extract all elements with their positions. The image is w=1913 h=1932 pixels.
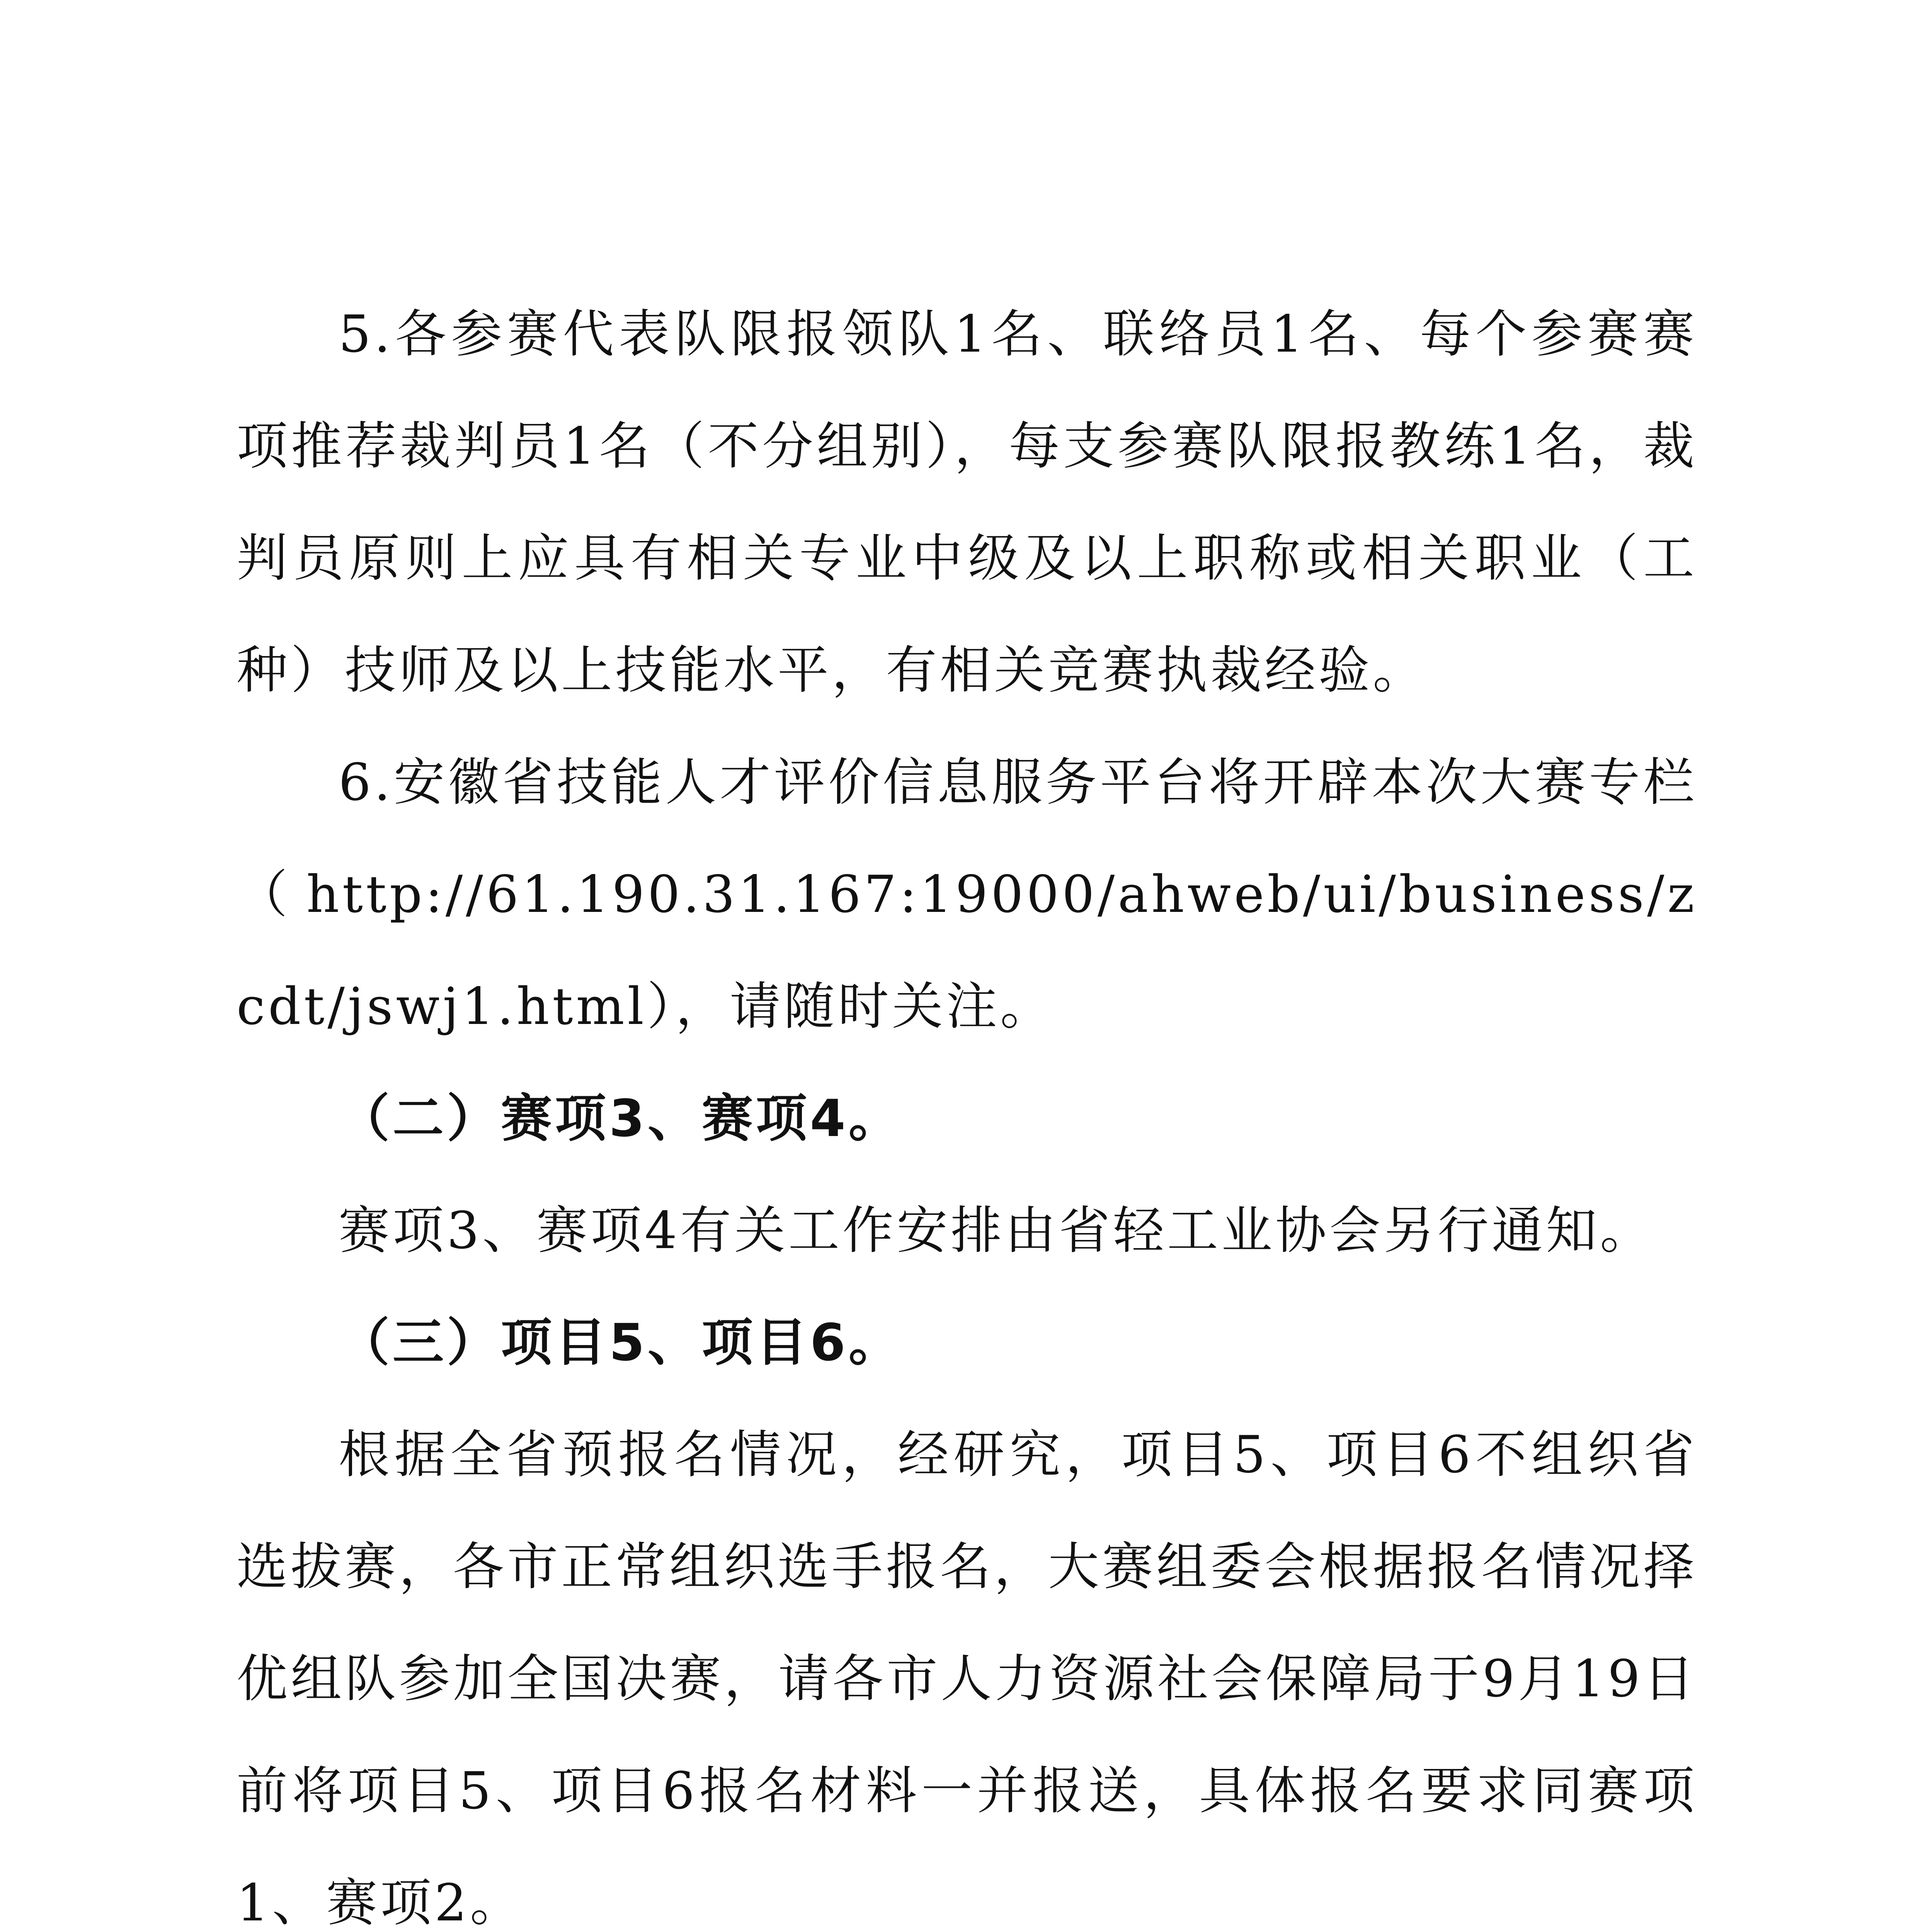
paragraph-events-3-4: 赛项3、赛项4有关工作安排由省轻工业协会另行通知。 [339,1201,1654,1260]
heading-events-3-4: （二）赛项3、赛项4。 [339,1089,903,1148]
paragraph-team-quota: 5.各参赛代表队限报领队1名、联络员1名、每个参赛赛项推荐裁判员1名（不分组别），每支参赛队限报教练1名，裁判员原则上应具有相关专业中级及以上职称或相关职业（工种）技师及以上技能水平，有相关竞赛执裁经验。 [237,304,1697,700]
paragraph-platform-column: 6.安徽省技能人才评价信息服务平台将开辟本次大赛专栏（http://61.190.31.167:19000/ahweb/ui/business/zcdt/jswj1.html），请随时关注。 [237,753,1697,1036]
paragraph-projects-5-6: 根据全省预报名情况，经研究，项目5、项目6不组织省选拔赛，各市正常组织选手报名，大赛组委会根据报名情况择优组队参加全国决赛，请各市人力资源社会保障局于9月19日前将项目5、项目6报名材料一并报送，具体报名要求同赛项1、赛项2。 [237,1425,1697,1932]
heading-projects-5-6: （三）项目5、项目6。 [339,1313,903,1372]
document-body [237,278,1697,1932]
